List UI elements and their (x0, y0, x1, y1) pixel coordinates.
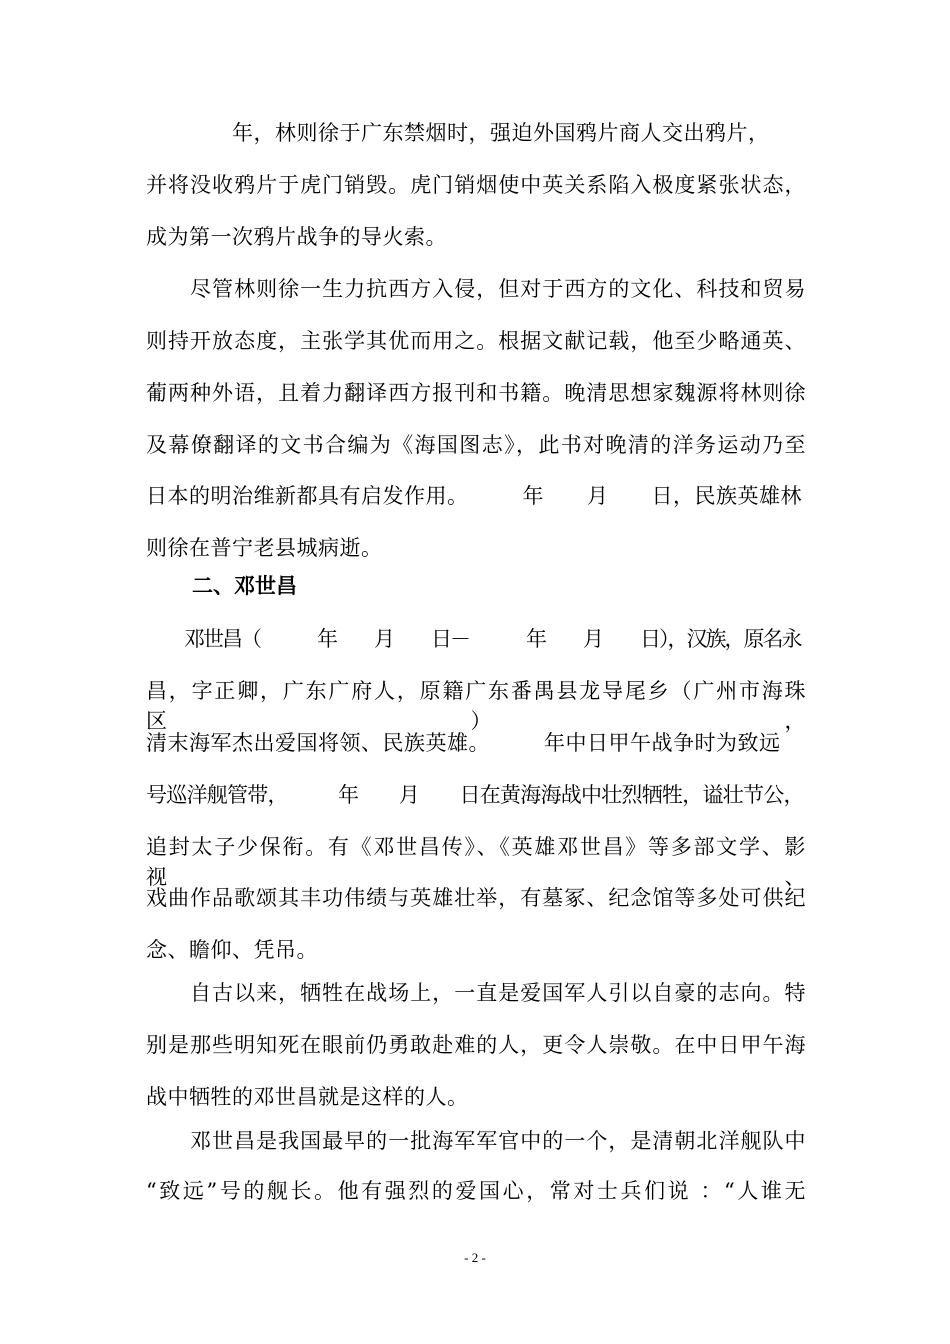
text-line-6: 葡两种外语，且着力翻译西方报刊和书籍。晚清思想家魏源将林则徐 (146, 381, 806, 405)
text-line-5: 则持开放态度，主张学其优而用之。根据文献记载，他至少略通英、 (146, 329, 806, 353)
text-line-17: 自古以来，牺牲在战场上，一直是爱国军人引以自豪的志向。特 (146, 981, 806, 1005)
text-line-10: 邓世昌（ 年 月 日－ 年 月 日），汉族，原名永 (146, 627, 801, 651)
text-line-2: 并将没收鸦片于虎门销毁。虎门销烟使中英关系陷入极度紧张状态， (146, 173, 806, 197)
text-line-3: 成为第一次鸦片战争的导火索。 (146, 225, 447, 249)
text-line-12: 清末海军杰出爱国将领、民族英雄。 年中日甲午战争时为致远 (146, 731, 781, 755)
text-line-8: 日本的明治维新都具有启发作用。 年 月 日，民族英雄林 (146, 484, 802, 508)
page-number: - 2 - (464, 1250, 486, 1265)
text-line-9: 则徐在普宁老县城病逝。 (146, 536, 383, 560)
text-line-21: “致远”号的舰长。他有强烈的爱国心，常对士兵们说 ：“人谁无 (146, 1179, 806, 1203)
text-line-1: 年，林则徐于广东禁烟时，强迫外国鸦片商人交出鸦片， (146, 121, 770, 145)
text-line-11: 昌，字正卿，广东广府人，原籍广东番禺县龙导尾乡（广州市海珠区）， (146, 679, 806, 733)
text-line-13: 号巡洋舰管带， 年 月 日在黄海海战中壮烈牺牲，谥壮节公， (146, 783, 804, 807)
text-line-16: 念、瞻仰、凭吊。 (146, 938, 318, 962)
text-line-18: 别是那些明知死在眼前仍勇敢赴难的人，更令人崇敬。在中日甲午海 (146, 1033, 806, 1057)
text-line-20: 邓世昌是我国最早的一批海军军官中的一个，是清朝北洋舰队中 (146, 1129, 806, 1153)
text-line-19: 战中牺牲的邓世昌就是这样的人。 (146, 1085, 469, 1109)
section-heading: 二、邓世昌 (192, 574, 297, 598)
text-line-15: 戏曲作品歌颂其丰功伟绩与英雄壮举，有墓冢、纪念馆等多处可供纪 (146, 886, 806, 910)
text-line-4: 尽管林则徐一生力抗西方入侵，但对于西方的文化、科技和贸易 (146, 277, 806, 301)
text-line-7: 及幕僚翻译的文书合编为《海国图志》，此书对晚清的洋务运动乃至 (146, 433, 806, 457)
text-line-14: 追封太子少保衔。有《邓世昌传》、《英雄邓世昌》等多部文学、影视、 (146, 835, 806, 889)
